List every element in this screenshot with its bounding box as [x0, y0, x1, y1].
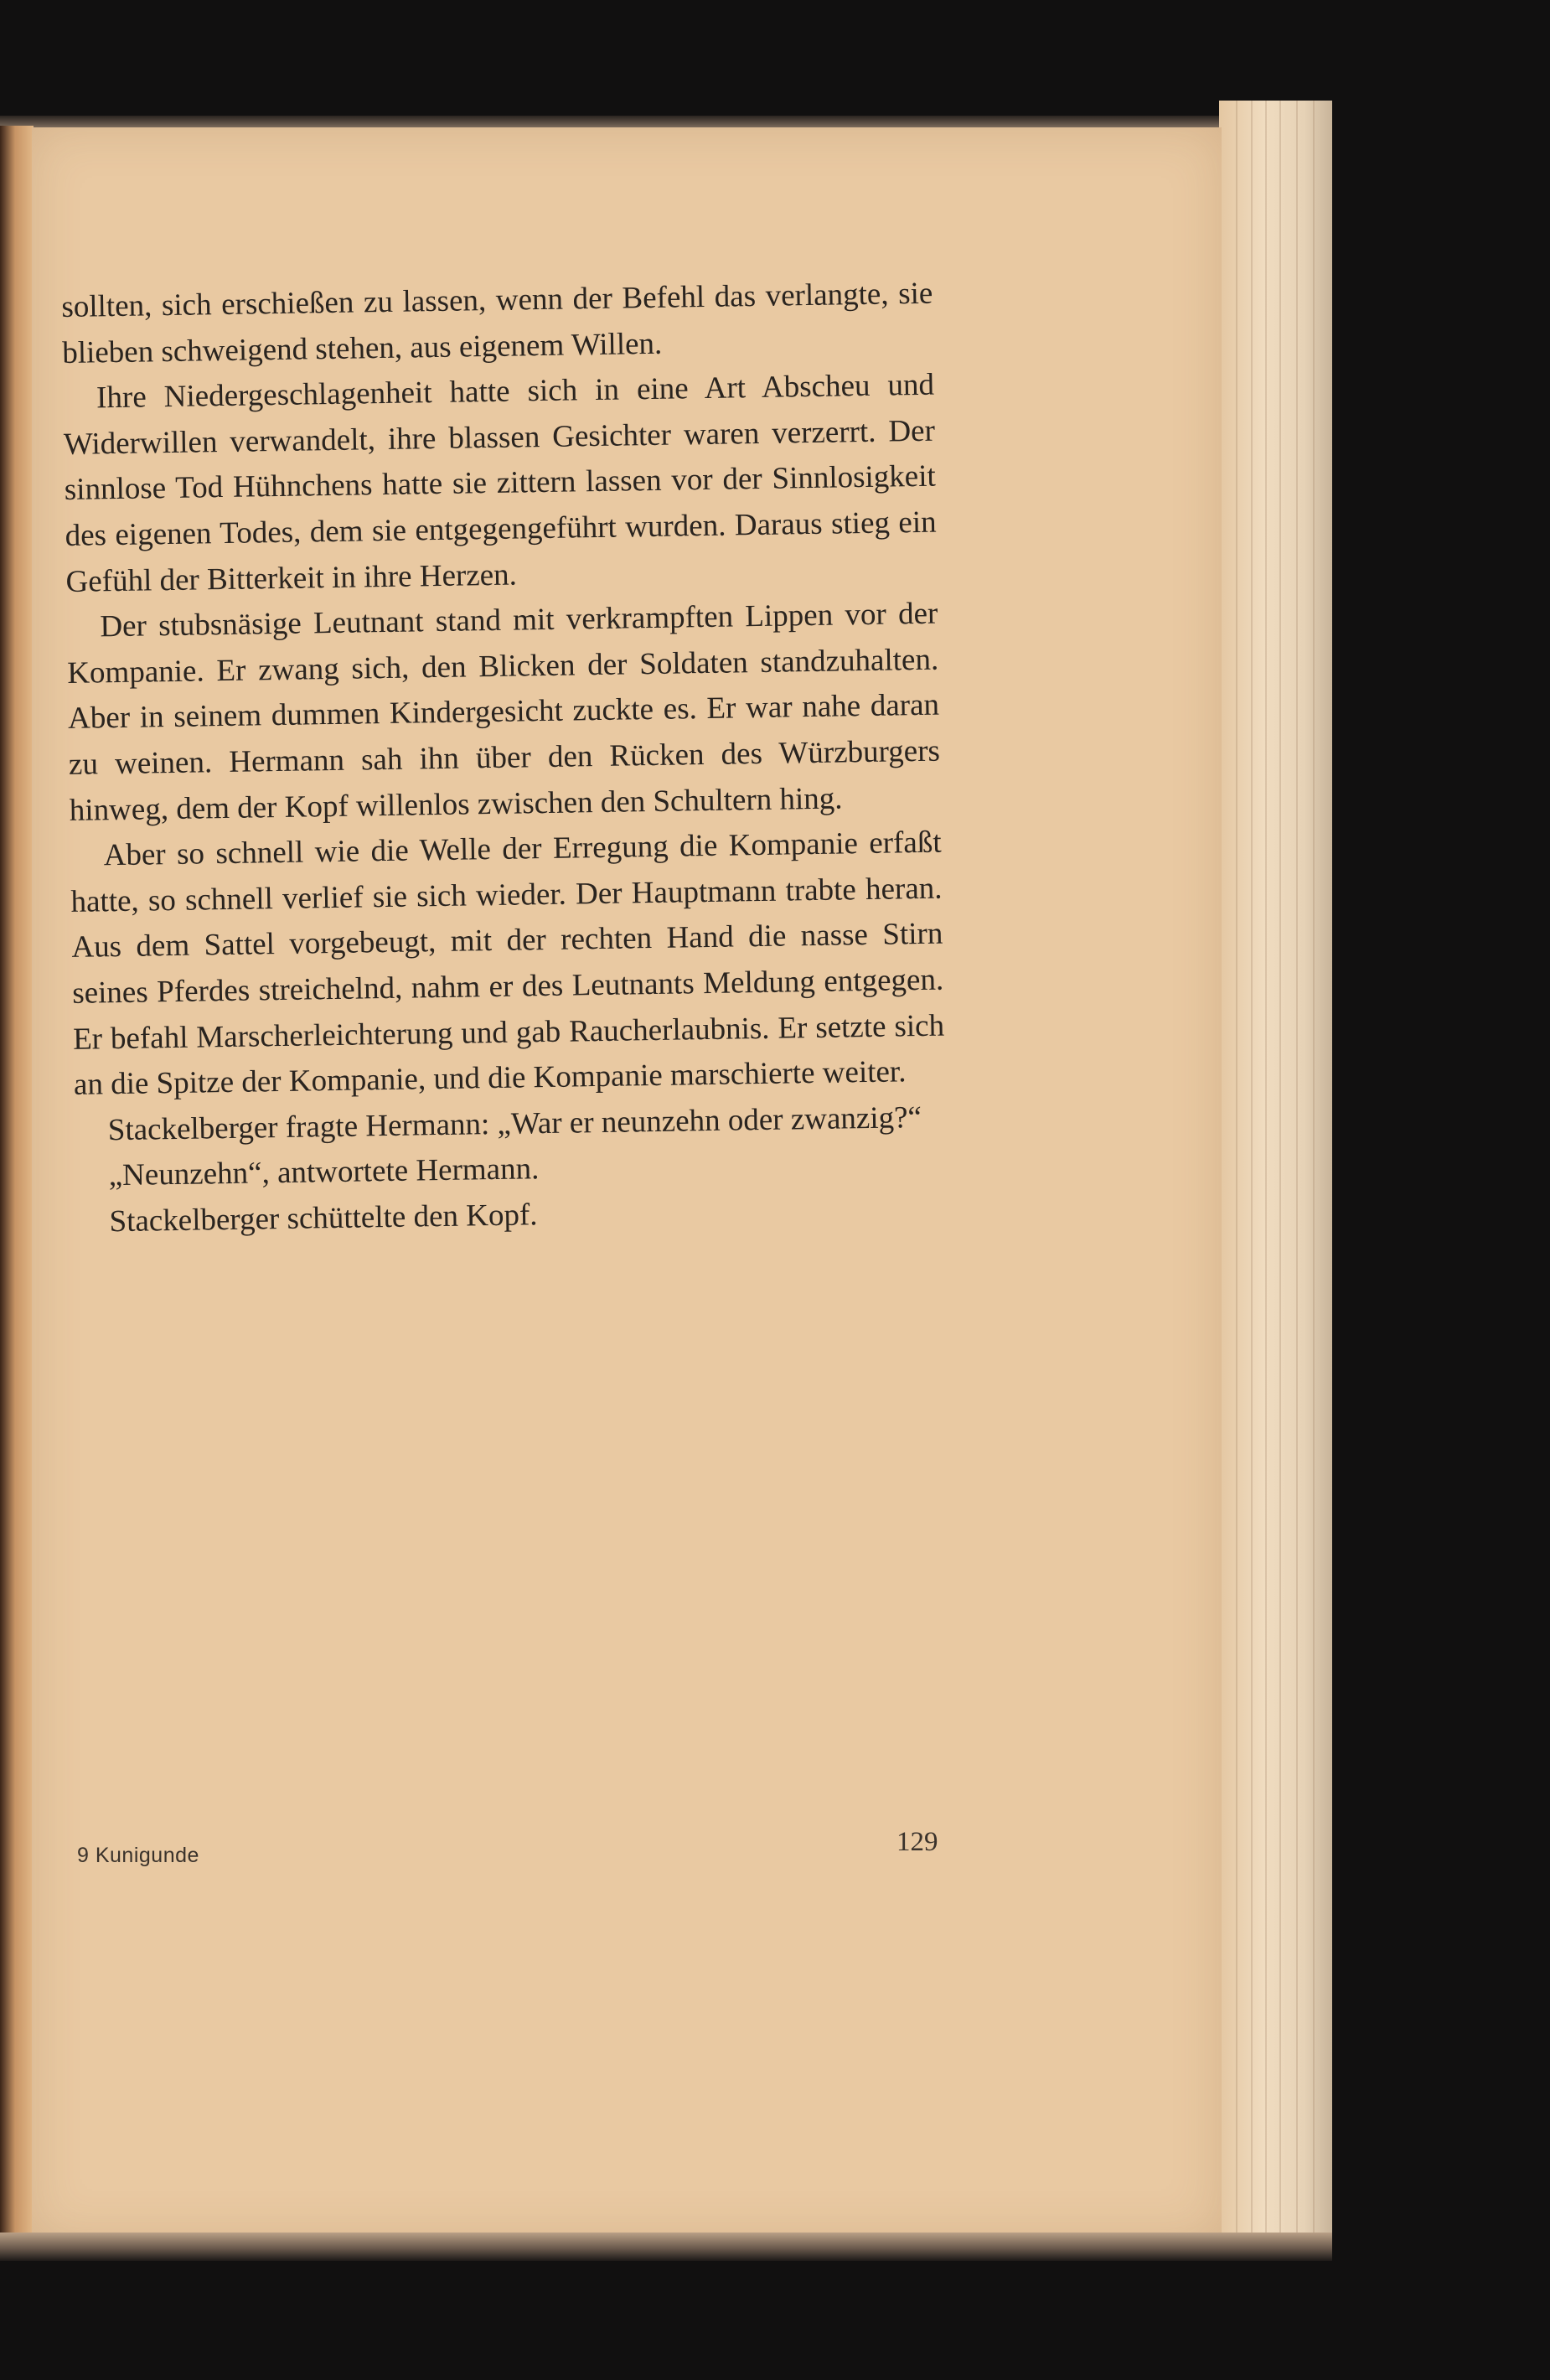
- book-bottom-edge: [0, 2233, 1332, 2261]
- body-text: [61, 272, 948, 1246]
- paragraph: Aber so schnell wie die Welle der Erregung die Kompanie erfaßt hatte, so schnell verlief sie sich wieder. Der Hauptmann trabte heran. Aus dem Sattel vorgebeugt, mit der rechten Hand die nasse Stirn seines Pferdes streichelnd, nahm er des Leutnants Meldung entgegen. Er befahl Marscherleichterung und gab Raucherlaubnis. Er setzte sich an die Spitze der Kompanie, und die Kompanie marschierte weiter.: [70, 825, 945, 1102]
- paragraph: sollten, sich erschießen zu lassen, wenn der Befehl das verlangte, sie blieben schweigend stehen, aus eigenem Willen.: [61, 276, 933, 370]
- paragraph: Ihre Niedergeschlagenheit hatte sich in eine Art Abscheu und Widerwillen verwandelt, ihre blassen Gesichter waren verzerrt. Der sinnlose Tod Hühnchens hatte sie zittern lassen vor der Sinnlosigkeit des eigenen Todes, dem sie entgegengeführt wurden. Daraus stieg ein Gefühl der Bitterkeit in ihre Herzen.: [63, 367, 937, 599]
- page-number: 129: [896, 1827, 938, 1857]
- paragraph: „Neunzehn“, antwortete Hermann.: [108, 1151, 540, 1193]
- paragraph: Stackelberger schüttelte den Kopf.: [109, 1198, 538, 1239]
- book-spine-edge: [0, 126, 34, 2254]
- paragraph: Der stubsnäsige Leutnant stand mit verkrampften Lippen vor der Kompanie. Er zwang sich, den Blicken der Soldaten standzuhalten. Aber in seinem dummen Kindergesicht zuckte es. Er war nahe daran zu weinen. Hermann sah ihn über den Rücken des Würzburgers hinweg, dem der Kopf willenlos zwischen den Schultern hing.: [66, 596, 941, 828]
- signature-mark: 9 Kunigunde: [77, 1844, 199, 1867]
- page-stack-edge: [1219, 101, 1332, 2238]
- paragraph: Stackelberger fragte Hermann: „War er neunzehn oder zwanzig?“: [107, 1099, 922, 1147]
